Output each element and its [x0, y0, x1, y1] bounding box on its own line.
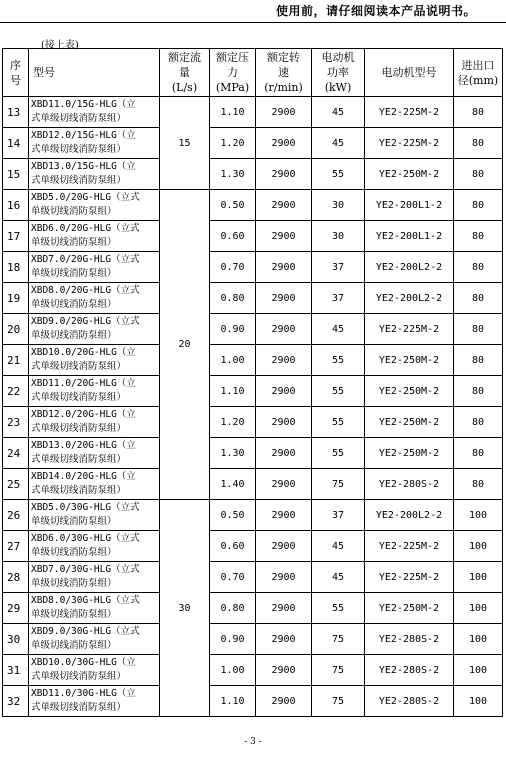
row-pressure: 1.10 — [210, 686, 256, 717]
row-power: 30 — [312, 221, 365, 252]
table-row — [3, 159, 503, 190]
row-motor-model: YE2-250M-2 — [365, 593, 454, 624]
row-model: XBD11.0/20G-HLG（立 式单级切线消防泵组） — [29, 376, 160, 407]
row-speed: 2900 — [256, 624, 312, 655]
row-speed: 2900 — [256, 345, 312, 376]
row-motor-model: YE2-225M-2 — [365, 128, 454, 159]
row-pressure: 0.70 — [210, 252, 256, 283]
row-diameter: 80 — [454, 283, 503, 314]
row-motor-model: YE2-200L1-2 — [365, 190, 454, 221]
table-body — [3, 97, 503, 717]
continued-label: (接上表) — [41, 40, 79, 51]
table-header — [3, 49, 503, 97]
row-model: XBD13.0/20G-HLG（立 式单级切线消防泵组） — [29, 438, 160, 469]
row-index: 23 — [3, 407, 29, 438]
row-motor-model: YE2-280S-2 — [365, 469, 454, 500]
row-power: 75 — [312, 469, 365, 500]
row-index: 15 — [3, 159, 29, 190]
row-diameter: 80 — [454, 438, 503, 469]
row-motor-model: YE2-280S-2 — [365, 655, 454, 686]
row-index: 28 — [3, 562, 29, 593]
row-model: XBD5.0/20G-HLG（立式 单级切线消防泵组） — [29, 190, 160, 221]
row-pressure: 0.80 — [210, 593, 256, 624]
row-power: 45 — [312, 562, 365, 593]
row-power: 45 — [312, 128, 365, 159]
table-row — [3, 376, 503, 407]
row-speed: 2900 — [256, 500, 312, 531]
row-index: 22 — [3, 376, 29, 407]
row-diameter: 80 — [454, 407, 503, 438]
row-index: 30 — [3, 624, 29, 655]
row-index: 24 — [3, 438, 29, 469]
row-power: 55 — [312, 593, 365, 624]
col-header-model: 型号 — [29, 49, 160, 97]
row-motor-model: YE2-250M-2 — [365, 376, 454, 407]
col-header-diameter: 进出口 径(mm) — [454, 49, 503, 97]
row-pressure: 0.50 — [210, 190, 256, 221]
row-pressure: 1.30 — [210, 159, 256, 190]
row-pressure: 1.30 — [210, 438, 256, 469]
row-pressure: 0.50 — [210, 500, 256, 531]
row-pressure: 1.00 — [210, 345, 256, 376]
row-model: XBD10.0/30G-HLG（立 式单级切线消防泵组） — [29, 655, 160, 686]
row-model: XBD5.0/30G-HLG（立式 单级切线消防泵组） — [29, 500, 160, 531]
row-flow: 30 — [160, 500, 210, 717]
row-speed: 2900 — [256, 190, 312, 221]
row-diameter: 100 — [454, 531, 503, 562]
row-index: 26 — [3, 500, 29, 531]
row-diameter: 80 — [454, 159, 503, 190]
row-motor-model: YE2-200L2-2 — [365, 283, 454, 314]
row-diameter: 80 — [454, 345, 503, 376]
row-pressure: 0.90 — [210, 314, 256, 345]
row-speed: 2900 — [256, 159, 312, 190]
table-row — [3, 438, 503, 469]
row-diameter: 80 — [454, 469, 503, 500]
row-motor-model: YE2-250M-2 — [365, 159, 454, 190]
row-power: 45 — [312, 97, 365, 128]
row-pressure: 0.80 — [210, 283, 256, 314]
row-power: 55 — [312, 438, 365, 469]
row-power: 45 — [312, 531, 365, 562]
row-power: 37 — [312, 500, 365, 531]
row-motor-model: YE2-200L1-2 — [365, 221, 454, 252]
col-header-power: 电动机 功率 (kW) — [312, 49, 365, 97]
row-flow: 20 — [160, 190, 210, 500]
row-speed: 2900 — [256, 593, 312, 624]
table-row — [3, 562, 503, 593]
table-row — [3, 190, 503, 221]
row-index: 32 — [3, 686, 29, 717]
table-row — [3, 252, 503, 283]
row-motor-model: YE2-225M-2 — [365, 562, 454, 593]
row-model: XBD9.0/30G-HLG（立式 单级切线消防泵组） — [29, 624, 160, 655]
row-index: 19 — [3, 283, 29, 314]
row-model: XBD8.0/30G-HLG（立式 单级切线消防泵组） — [29, 593, 160, 624]
row-diameter: 100 — [454, 562, 503, 593]
col-header-index: 序 号 — [3, 49, 29, 97]
row-model: XBD14.0/20G-HLG（立 式单级切线消防泵组） — [29, 469, 160, 500]
row-speed: 2900 — [256, 314, 312, 345]
row-pressure: 0.70 — [210, 562, 256, 593]
row-motor-model: YE2-280S-2 — [365, 686, 454, 717]
col-header-motor-model: 电动机型号 — [365, 49, 454, 97]
row-model: XBD11.0/15G-HLG（立 式单级切线消防泵组） — [29, 97, 160, 128]
row-model: XBD8.0/20G-HLG（立式 单级切线消防泵组） — [29, 283, 160, 314]
row-speed: 2900 — [256, 655, 312, 686]
row-diameter: 80 — [454, 376, 503, 407]
row-index: 31 — [3, 655, 29, 686]
row-model: XBD11.0/30G-HLG（立 式单级切线消防泵组） — [29, 686, 160, 717]
table-row — [3, 221, 503, 252]
row-motor-model: YE2-225M-2 — [365, 97, 454, 128]
table-row — [3, 314, 503, 345]
row-motor-model: YE2-250M-2 — [365, 438, 454, 469]
row-index: 20 — [3, 314, 29, 345]
row-speed: 2900 — [256, 531, 312, 562]
row-index: 25 — [3, 469, 29, 500]
row-model: XBD12.0/20G-HLG（立 式单级切线消防泵组） — [29, 407, 160, 438]
table-row — [3, 97, 503, 128]
row-model: XBD9.0/20G-HLG（立式 单级切线消防泵组） — [29, 314, 160, 345]
row-diameter: 80 — [454, 221, 503, 252]
row-diameter: 80 — [454, 190, 503, 221]
row-diameter: 80 — [454, 128, 503, 159]
table-row — [3, 624, 503, 655]
col-header-flow: 额定流 量 (L/s) — [160, 49, 210, 97]
row-model: XBD13.0/15G-HLG（立 式单级切线消防泵组） — [29, 159, 160, 190]
row-index: 29 — [3, 593, 29, 624]
row-power: 30 — [312, 190, 365, 221]
row-index: 16 — [3, 190, 29, 221]
row-power: 55 — [312, 376, 365, 407]
row-index: 18 — [3, 252, 29, 283]
row-model: XBD10.0/20G-HLG（立 式单级切线消防泵组） — [29, 345, 160, 376]
row-pressure: 0.90 — [210, 624, 256, 655]
row-speed: 2900 — [256, 407, 312, 438]
row-index: 13 — [3, 97, 29, 128]
row-pressure: 0.60 — [210, 221, 256, 252]
row-pressure: 1.00 — [210, 655, 256, 686]
row-power: 55 — [312, 159, 365, 190]
table-row — [3, 407, 503, 438]
row-speed: 2900 — [256, 252, 312, 283]
header-rule — [0, 22, 506, 23]
row-power: 75 — [312, 655, 365, 686]
row-model: XBD12.0/15G-HLG（立 式单级切线消防泵组） — [29, 128, 160, 159]
row-diameter: 100 — [454, 593, 503, 624]
row-model: XBD6.0/20G-HLG（立式 单级切线消防泵组） — [29, 221, 160, 252]
row-motor-model: YE2-280S-2 — [365, 624, 454, 655]
row-speed: 2900 — [256, 562, 312, 593]
row-index: 21 — [3, 345, 29, 376]
row-flow: 15 — [160, 97, 210, 190]
table-row — [3, 593, 503, 624]
row-power: 37 — [312, 283, 365, 314]
row-motor-model: YE2-250M-2 — [365, 407, 454, 438]
row-speed: 2900 — [256, 376, 312, 407]
row-speed: 2900 — [256, 283, 312, 314]
row-model: XBD6.0/30G-HLG（立式 单级切线消防泵组） — [29, 531, 160, 562]
row-speed: 2900 — [256, 469, 312, 500]
row-speed: 2900 — [256, 128, 312, 159]
col-header-speed: 额定转 速 (r/min) — [256, 49, 312, 97]
row-speed: 2900 — [256, 97, 312, 128]
row-motor-model: YE2-225M-2 — [365, 531, 454, 562]
row-power: 37 — [312, 252, 365, 283]
table-row — [3, 469, 503, 500]
row-pressure: 1.10 — [210, 376, 256, 407]
row-index: 27 — [3, 531, 29, 562]
row-diameter: 100 — [454, 500, 503, 531]
row-pressure: 0.60 — [210, 531, 256, 562]
row-diameter: 80 — [454, 314, 503, 345]
row-diameter: 100 — [454, 624, 503, 655]
row-index: 17 — [3, 221, 29, 252]
row-motor-model: YE2-250M-2 — [365, 345, 454, 376]
row-speed: 2900 — [256, 686, 312, 717]
row-power: 75 — [312, 686, 365, 717]
table-row — [3, 345, 503, 376]
row-pressure: 1.20 — [210, 128, 256, 159]
row-motor-model: YE2-225M-2 — [365, 314, 454, 345]
page-number: - 3 - — [244, 737, 262, 747]
spec-table — [2, 48, 503, 717]
row-model: XBD7.0/30G-HLG（立式 单级切线消防泵组） — [29, 562, 160, 593]
table-row — [3, 128, 503, 159]
row-power: 55 — [312, 345, 365, 376]
row-diameter: 100 — [454, 655, 503, 686]
row-power: 55 — [312, 407, 365, 438]
table-row — [3, 686, 503, 717]
row-pressure: 1.10 — [210, 97, 256, 128]
row-motor-model: YE2-200L2-2 — [365, 252, 454, 283]
row-diameter: 80 — [454, 97, 503, 128]
row-power: 75 — [312, 624, 365, 655]
row-index: 14 — [3, 128, 29, 159]
row-pressure: 1.20 — [210, 407, 256, 438]
table-row — [3, 283, 503, 314]
row-diameter: 100 — [454, 686, 503, 717]
row-speed: 2900 — [256, 221, 312, 252]
row-power: 45 — [312, 314, 365, 345]
table-row — [3, 500, 503, 531]
row-motor-model: YE2-200L2-2 — [365, 500, 454, 531]
row-diameter: 80 — [454, 252, 503, 283]
table-row — [3, 531, 503, 562]
row-pressure: 1.40 — [210, 469, 256, 500]
row-model: XBD7.0/20G-HLG（立式 单级切线消防泵组） — [29, 252, 160, 283]
col-header-pressure: 额定压 力 (MPa) — [210, 49, 256, 97]
header-note: 使用前，请仔细阅读本产品说明书。 — [275, 4, 476, 18]
row-speed: 2900 — [256, 438, 312, 469]
table-row — [3, 655, 503, 686]
